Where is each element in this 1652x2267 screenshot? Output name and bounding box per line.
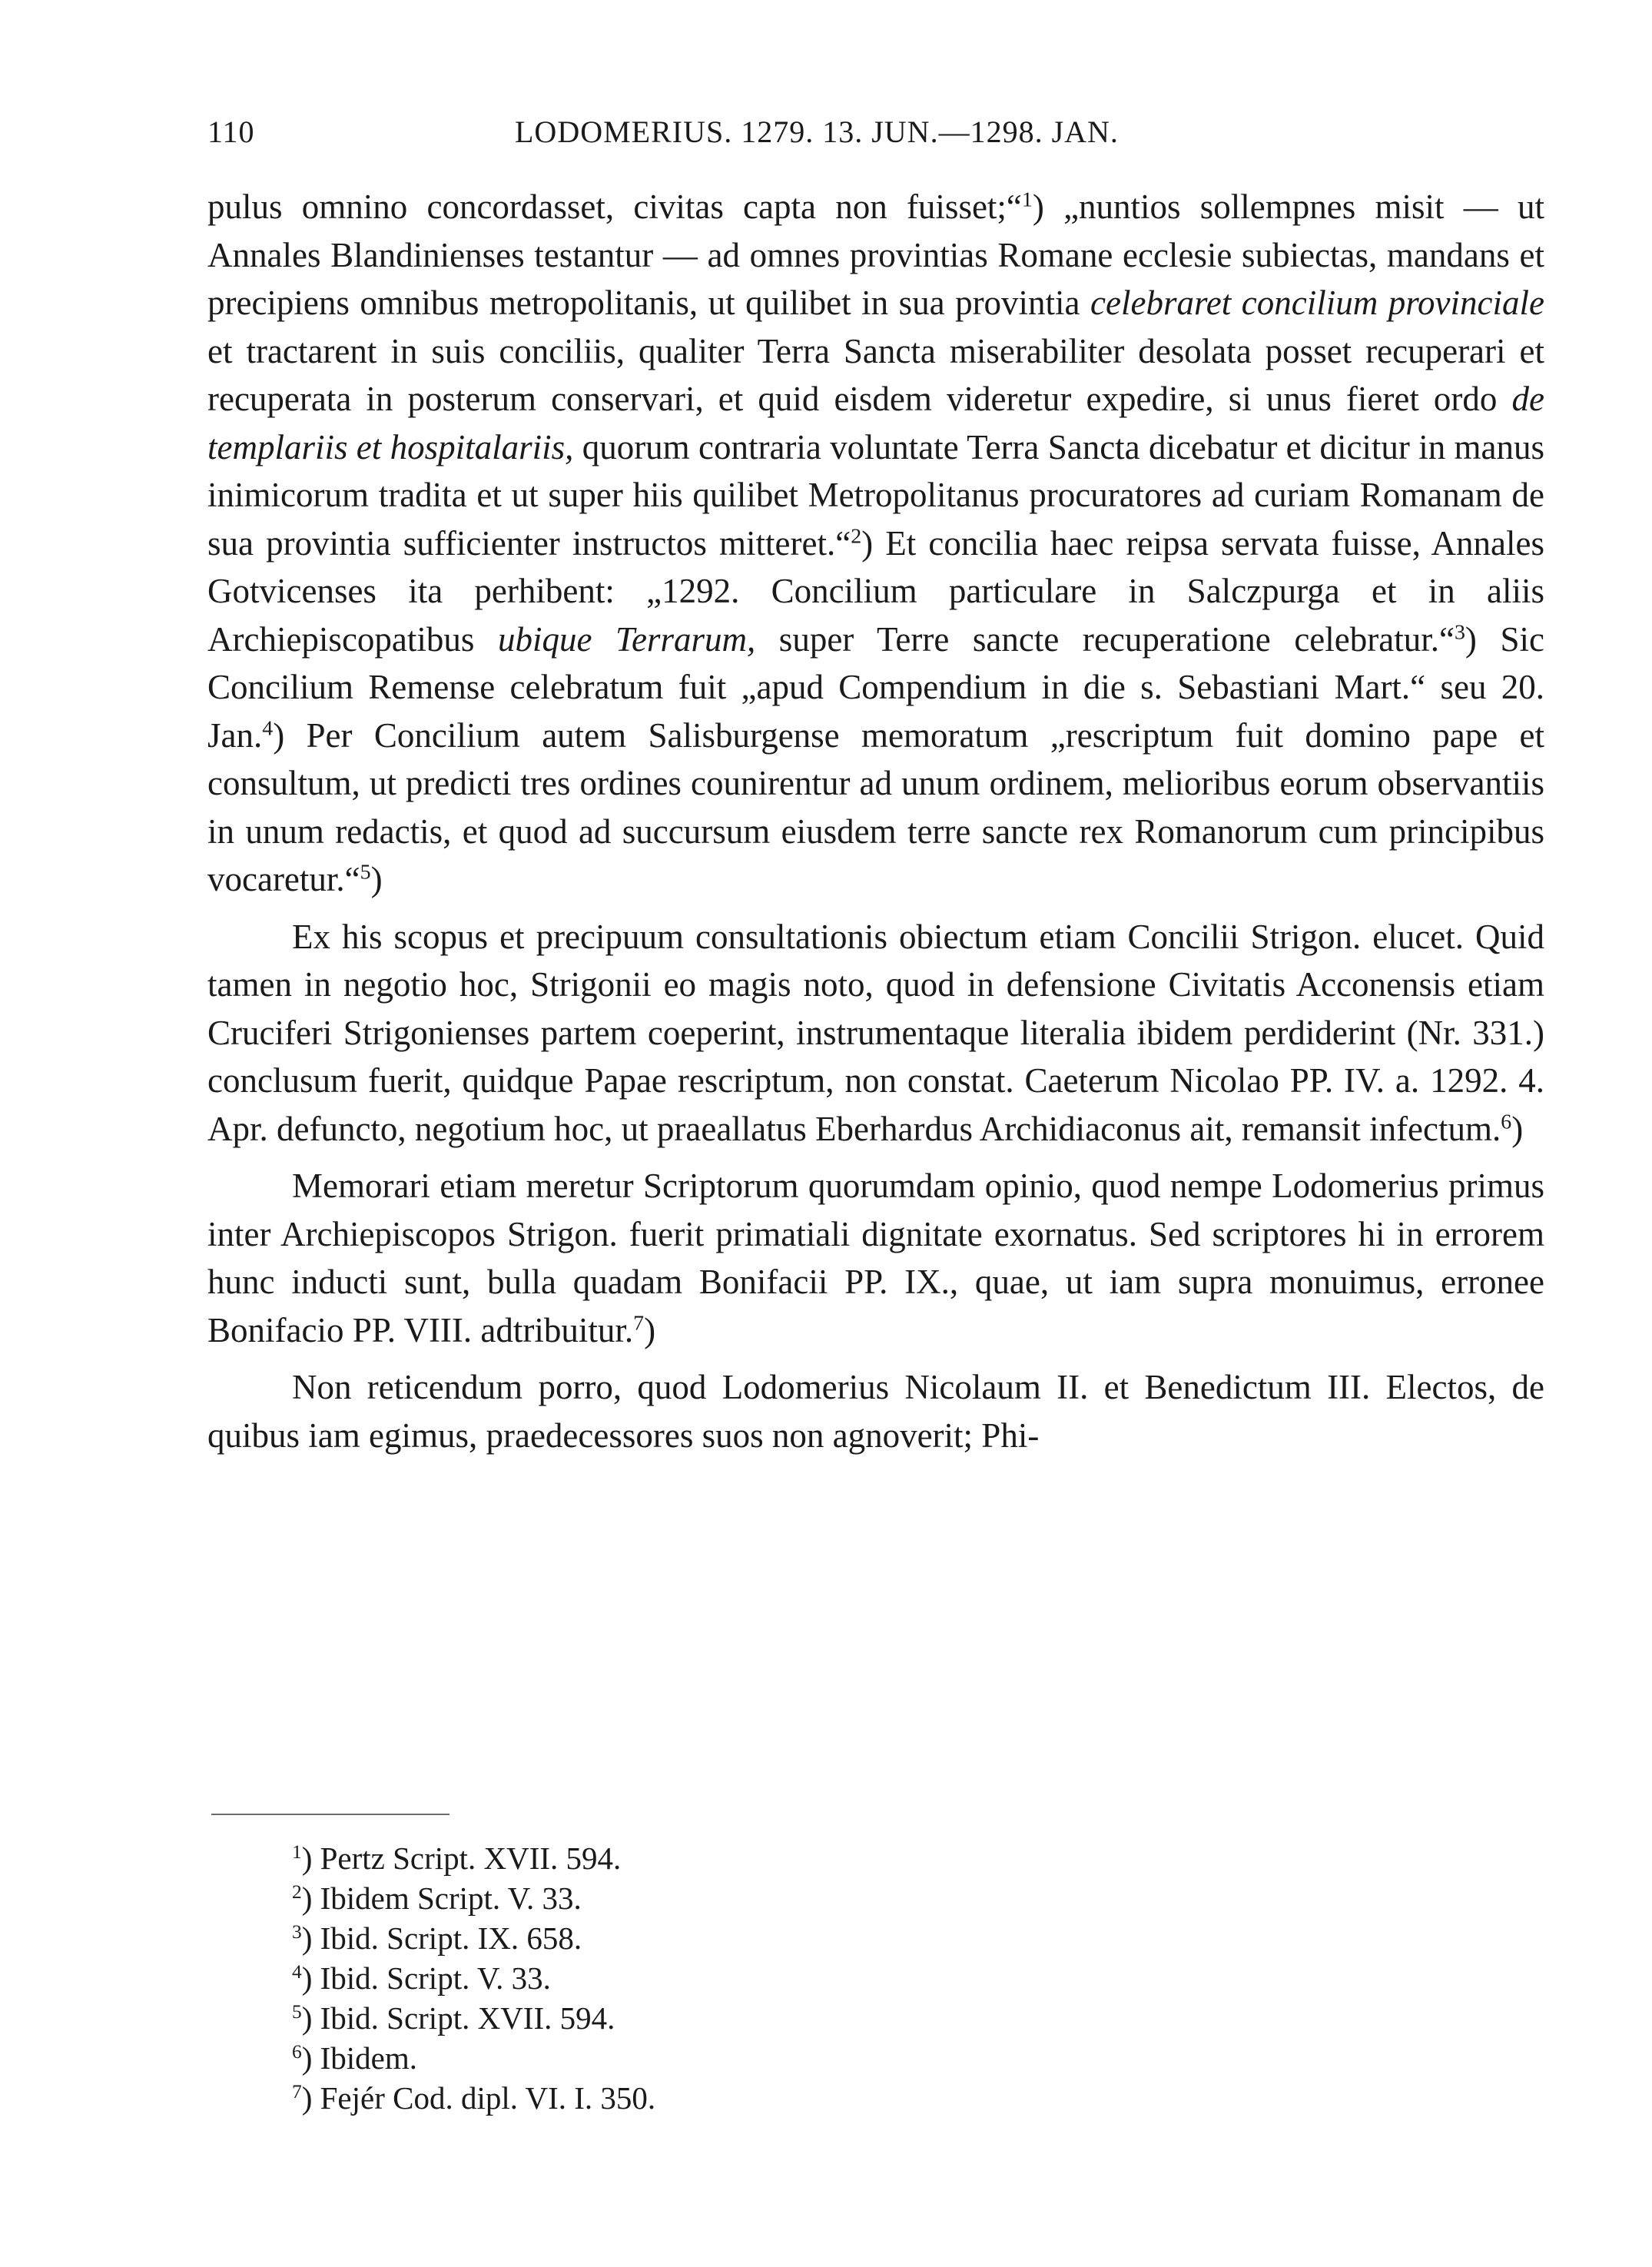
italic-phrase: de templariis et hospitalariis, xyxy=(207,380,1544,466)
paragraph-1: pulus omnino concordasset, civitas capta non fuisset;“$^1$) „nuntios sollempnes misit — ut Annales Blandinienses testantur — ad omnes provintias Romane ecclesie subiectas, mandans et precipiens omnibus metropolitanis, ut quilibet in sua provintia celebraret concilium provinciale et tractarent in suis conciliis, qualiter Terra Sancta miserabiliter desolata posset recuperari et recuperata in posterum conservari, et quid eisdem videretur expedire, si unus fieret ordo de templariis et hospitalariis, quorum contraria voluntate Terra Sancta dicebatur et dicitur in manus inimicorum tradita et ut super hiis quilibet Metropolitanus procuratores ad curiam Romanam de sua provintia sufficienter instructos mitteret.“$^2$) Et concilia haec reipsa servata fuisse, Annales Gotvicenses ita perhibent: „1292. Concilium particulare in Salczpurga et in aliis Archiepiscopatibus ubique Terrarum, super Terre sancte recuperatione celebratur.“$^3$) Sic Concilium Remense celebratum fuit „apud Compendium in die s. Sebastiani Mart.“ seu 20. Jan.$^4$) Per Concilium autem Salisburgense memoratum „rescriptum fuit domino pape et consultum, ut predicti tres ordines counirentur ad unum ordinem, melioribus eorum observantiis in unum redactis, et quod ad succursum eiusdem terre sancte rex Romanorum cum principibus vocaretur.“$^5$) xyxy=(207,188,1545,898)
footnote-divider xyxy=(211,1814,449,1815)
footnote-item: $^7$) Fejér Cod. dipl. VI. I. 350. xyxy=(292,2080,656,2116)
footnote-ref: 6 xyxy=(1501,1110,1512,1134)
running-head xyxy=(207,109,1544,155)
footnote-item: $^3$) Ibid. Script. IX. 658. xyxy=(292,1920,582,1956)
footnotes xyxy=(292,1838,1214,2118)
footnote-mark: 7 xyxy=(292,2081,302,2103)
italic-phrase: celebraret concilium provinciale xyxy=(1090,284,1544,322)
page-number: 110 xyxy=(207,115,255,149)
footnote-item: $^4$) Ibid. Script. V. 33. xyxy=(292,1960,551,1996)
footnote-mark: 5 xyxy=(292,2001,302,2023)
footnote-item: $^5$) Ibid. Script. XVII. 594. xyxy=(292,2000,615,2036)
footnote-mark: 3 xyxy=(292,1921,302,1943)
footnote-mark: 4 xyxy=(292,1961,302,1983)
paragraph-3: Memorari etiam meretur Scriptorum quorumdam opinio, quod nempe Lodomerius primus inter Archiepiscopos Strigon. fuerit primatiali dignitate exornatus. Sed scriptores hi in errorem hunc inducti sunt, bulla quadam Bonifacii PP. IX., quae, ut iam supra monuimus, erronee Bonifacio PP. VIII. adtribuitur.$^7$) xyxy=(207,1167,1544,1349)
footnote-mark: 6 xyxy=(292,2041,302,2063)
footnote-ref: 2 xyxy=(851,524,862,549)
footnote-ref: 3 xyxy=(1454,620,1465,645)
footnote-ref: 5 xyxy=(360,860,371,885)
footnote-ref: 7 xyxy=(633,1311,645,1336)
footnote-ref: 1 xyxy=(1021,188,1033,212)
italic-phrase: ubique Terrarum, xyxy=(498,619,756,659)
footnote-mark: 1 xyxy=(292,1841,302,1864)
paragraph-4: Non reticendum porro, quod Lodomerius Nicolaum II. et Benedictum III. Electos, de quibus iam egimus, praedecessores suos non agnoverit; Phi- xyxy=(207,1368,1544,1455)
footnote-mark: 2 xyxy=(292,1881,302,1904)
footnote-item: $^2$) Ibidem Script. V. 33. xyxy=(292,1880,582,1916)
footnote-ref: 4 xyxy=(262,716,274,741)
running-title: LODOMERIUS. 1279. 13. JUN.—1298. JAN. xyxy=(515,115,1119,149)
footnote-item: $^1$) Pertz Script. XVII. 594. xyxy=(292,1840,622,1876)
paragraph-2: Ex his scopus et precipuum consultationis obiectum etiam Concilii Strigon. elucet. Quid tamen in negotio hoc, Strigonii eo magis noto, quod in defensione Civitatis Acconensis etiam Cruciferi Strigonienses partem coeperint, instrumentaque literalia ibidem perdiderint (Nr. 331.) conclusum fuerit, quidque Papae rescriptum, non constat. Caeterum Nicolao PP. IV. a. 1292. 4. Apr. defuncto, negotium hoc, ut praeallatus Eberhardus Archidiaconus ait, remansit infectum.$^6$) xyxy=(207,917,1544,1148)
body-text xyxy=(207,183,1544,1469)
footnote-item: $^6$) Ibidem. xyxy=(292,2040,417,2076)
